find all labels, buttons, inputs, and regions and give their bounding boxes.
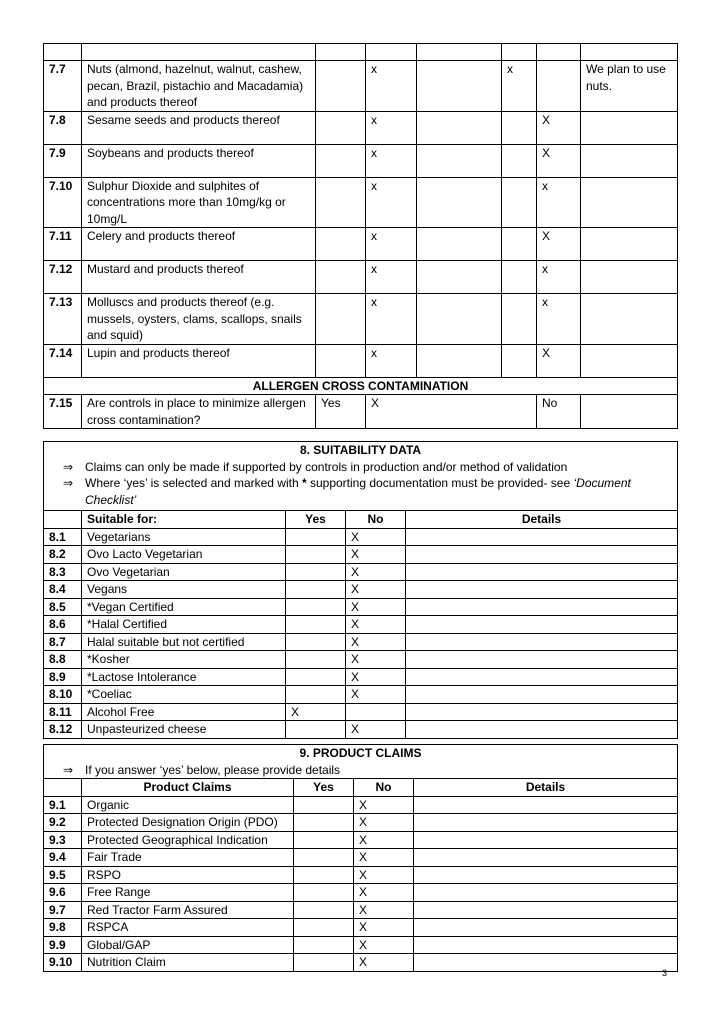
row-number: 7.10	[44, 177, 82, 228]
row-number: 8.2	[44, 546, 82, 564]
yes-cell	[286, 686, 346, 704]
table-row	[44, 44, 678, 61]
table-row	[44, 901, 678, 919]
cell-value: x	[537, 294, 581, 345]
row-label: Organic	[82, 796, 294, 814]
allergen-name: Sulphur Dioxide and sulphites of concentrations more than 10mg/kg or 10mg/L	[82, 177, 316, 228]
column-header-row	[44, 779, 678, 797]
table-row	[44, 294, 678, 345]
row-number: 8.5	[44, 598, 82, 616]
cell-value: X	[537, 111, 581, 144]
cell-value	[316, 261, 366, 294]
cell-comment	[581, 111, 678, 144]
cell-value	[417, 177, 502, 228]
no-cell: X	[354, 936, 414, 954]
no-cell: X	[346, 598, 406, 616]
cell-value: X	[537, 228, 581, 261]
row-label: Red Tractor Farm Assured	[82, 901, 294, 919]
details-cell	[414, 919, 678, 937]
table-row	[44, 228, 678, 261]
row-label: Free Range	[82, 884, 294, 902]
star-mark: *	[301, 476, 307, 490]
product-claims-table	[43, 744, 678, 972]
row-number: 7.15	[44, 395, 82, 429]
column-header: No	[354, 779, 414, 797]
no-cell: X	[354, 866, 414, 884]
table-row	[44, 598, 678, 616]
no-cell: X	[346, 616, 406, 634]
row-number: 8.6	[44, 616, 82, 634]
details-cell	[414, 866, 678, 884]
row-number: 7.7	[44, 61, 82, 112]
row-label: Fair Trade	[82, 849, 294, 867]
table-row	[44, 651, 678, 669]
details-cell	[406, 703, 678, 721]
cell-value: x	[366, 144, 417, 177]
no-cell: X	[346, 633, 406, 651]
no-cell: X	[346, 651, 406, 669]
allergen-name: Mustard and products thereof	[82, 261, 316, 294]
yes-cell	[294, 919, 354, 937]
cell-value: x	[366, 111, 417, 144]
table-row	[44, 546, 678, 564]
arrow-icon: ⇒	[63, 459, 74, 474]
yes-cell	[294, 866, 354, 884]
row-label: Global/GAP	[82, 936, 294, 954]
row-number: 8.3	[44, 563, 82, 581]
allergen-name: Nuts (almond, hazelnut, walnut, cashew, pecan, Brazil, pistachio and Macadamia) and products thereof	[82, 61, 316, 112]
cell-value	[417, 111, 502, 144]
note-line	[49, 459, 672, 476]
row-number: 7.12	[44, 261, 82, 294]
cell-value	[502, 344, 537, 377]
row-number: 8.4	[44, 581, 82, 599]
cell-value	[537, 61, 581, 112]
details-cell	[406, 686, 678, 704]
no-cell: X	[346, 668, 406, 686]
cell-value	[316, 61, 366, 112]
cell-comment	[581, 344, 678, 377]
row-label: Protected Designation Origin (PDO)	[82, 814, 294, 832]
column-header: No	[346, 511, 406, 529]
table-row	[44, 177, 678, 228]
row-number: 8.9	[44, 668, 82, 686]
cell-value	[502, 111, 537, 144]
table-row	[44, 936, 678, 954]
yes-cell	[294, 849, 354, 867]
arrow-icon: ⇒	[63, 762, 74, 777]
cell-value	[502, 144, 537, 177]
yes-cell: X	[286, 703, 346, 721]
yes-cell	[286, 563, 346, 581]
cell-comment: We plan to use nuts.	[581, 61, 678, 112]
row-number: 7.14	[44, 344, 82, 377]
row-label: *Kosher	[82, 651, 286, 669]
note-line	[49, 762, 672, 779]
no-cell: X	[346, 686, 406, 704]
row-number: 9.2	[44, 814, 82, 832]
allergen-table	[43, 43, 678, 429]
cross-contamination-title: ALLERGEN CROSS CONTAMINATION	[44, 377, 678, 395]
cell-value: X	[537, 344, 581, 377]
section-header	[44, 745, 678, 779]
document-checklist-ref: ‘Document Checklist’	[85, 476, 631, 507]
details-cell	[414, 849, 678, 867]
row-label: *Lactose Intolerance	[82, 668, 286, 686]
x-mark: X	[366, 395, 537, 429]
details-cell	[406, 546, 678, 564]
cell-value	[502, 294, 537, 345]
table-row	[44, 563, 678, 581]
table-row	[44, 616, 678, 634]
row-number: 9.9	[44, 936, 82, 954]
allergen-name: Celery and products thereof	[82, 228, 316, 261]
cell-value	[316, 294, 366, 345]
row-number: 8.8	[44, 651, 82, 669]
cell-comment	[581, 261, 678, 294]
cell-value	[502, 261, 537, 294]
row-label: RSPCA	[82, 919, 294, 937]
row-number: 8.12	[44, 721, 82, 739]
table-row	[44, 261, 678, 294]
table-row	[44, 668, 678, 686]
row-number: 8.1	[44, 528, 82, 546]
details-cell	[406, 616, 678, 634]
details-cell	[414, 884, 678, 902]
yes-cell	[286, 633, 346, 651]
yes-cell	[286, 668, 346, 686]
column-header: Yes	[294, 779, 354, 797]
row-label: Vegetarians	[82, 528, 286, 546]
cell-value: x	[502, 61, 537, 112]
row-number: 9.10	[44, 954, 82, 972]
details-cell	[406, 528, 678, 546]
table-row	[44, 581, 678, 599]
table-row	[44, 686, 678, 704]
no-cell: X	[346, 563, 406, 581]
row-label: Protected Geographical Indication	[82, 831, 294, 849]
table-row	[44, 633, 678, 651]
column-header: Yes	[286, 511, 346, 529]
note-text: supporting documentation must be provided- see	[306, 476, 574, 490]
yes-cell	[286, 581, 346, 599]
cell-value	[316, 144, 366, 177]
details-cell	[414, 796, 678, 814]
row-label: Vegans	[82, 581, 286, 599]
row-number: 7.13	[44, 294, 82, 345]
table-row	[44, 344, 678, 377]
cell-value: X	[537, 144, 581, 177]
no-cell: X	[354, 831, 414, 849]
column-header: Details	[406, 511, 678, 529]
note-text: Where ‘yes’ is selected and marked with	[85, 476, 302, 490]
cross-contamination-header	[44, 377, 678, 395]
table-row	[44, 831, 678, 849]
section-title: 9. PRODUCT CLAIMS	[299, 746, 422, 760]
row-question: Are controls in place to minimize allergen cross contamination?	[82, 395, 316, 429]
cell-comment	[581, 177, 678, 228]
table-row	[44, 703, 678, 721]
row-label: Nutrition Claim	[82, 954, 294, 972]
cell-comment	[581, 228, 678, 261]
table-row	[44, 796, 678, 814]
details-cell	[406, 598, 678, 616]
row-label: *Vegan Certified	[82, 598, 286, 616]
row-label: *Halal Certified	[82, 616, 286, 634]
row-number: 9.6	[44, 884, 82, 902]
row-label: Alcohol Free	[82, 703, 286, 721]
yes-cell	[294, 884, 354, 902]
row-number: 7.11	[44, 228, 82, 261]
cell-comment	[581, 294, 678, 345]
details-cell	[406, 633, 678, 651]
yes-cell	[286, 616, 346, 634]
no-cell: X	[354, 919, 414, 937]
details-cell	[406, 581, 678, 599]
yes-cell	[294, 814, 354, 832]
row-label: Unpasteurized cheese	[82, 721, 286, 739]
table-row	[44, 814, 678, 832]
arrow-icon: ⇒	[63, 476, 74, 490]
allergen-name: Molluscs and products thereof (e.g. mussels, oysters, clams, scallops, snails and squid)	[82, 294, 316, 345]
column-header: Suitable for:	[82, 511, 286, 529]
cell-value: x	[366, 261, 417, 294]
row-label: Halal suitable but not certified	[82, 633, 286, 651]
details-cell	[414, 814, 678, 832]
row-number: 9.5	[44, 866, 82, 884]
row-number: 9.4	[44, 849, 82, 867]
cell-value	[316, 228, 366, 261]
no-answer: No	[537, 395, 581, 429]
cell-value: x	[366, 61, 417, 112]
column-header-row	[44, 511, 678, 529]
details-cell	[414, 954, 678, 972]
details-cell	[406, 668, 678, 686]
note-text: If you answer ‘yes’ below, please provide details	[85, 762, 341, 777]
row-number: 8.11	[44, 703, 82, 721]
yes-cell	[294, 831, 354, 849]
cell-value: x	[366, 344, 417, 377]
row-number: 9.1	[44, 796, 82, 814]
no-cell: X	[354, 884, 414, 902]
table-row	[44, 954, 678, 972]
no-cell: X	[354, 796, 414, 814]
details-cell	[406, 563, 678, 581]
table-row	[44, 395, 678, 429]
cell-value	[502, 177, 537, 228]
cell-value	[417, 228, 502, 261]
table-row	[44, 528, 678, 546]
yes-cell	[294, 901, 354, 919]
cell-value	[316, 344, 366, 377]
row-label: Ovo Vegetarian	[82, 563, 286, 581]
section-header	[44, 442, 678, 511]
no-cell: X	[354, 954, 414, 972]
table-row	[44, 61, 678, 112]
yes-cell	[294, 796, 354, 814]
cell-value	[417, 144, 502, 177]
row-label: *Coeliac	[82, 686, 286, 704]
cell-value	[316, 177, 366, 228]
column-header: Details	[414, 779, 678, 797]
note-text: Claims can only be made if supported by controls in production and/or method of validation	[85, 459, 568, 474]
cell-value: x	[366, 228, 417, 261]
table-row	[44, 884, 678, 902]
note-line	[49, 475, 672, 508]
table-row	[44, 866, 678, 884]
yes-cell	[294, 954, 354, 972]
section-title: 8. SUITABILITY DATA	[299, 443, 422, 457]
cell-comment	[581, 144, 678, 177]
cell-value	[417, 261, 502, 294]
cell-value	[417, 61, 502, 112]
cell-value: x	[366, 177, 417, 228]
suitability-table	[43, 441, 678, 739]
no-cell: X	[346, 721, 406, 739]
no-cell: X	[354, 849, 414, 867]
row-number: 7.9	[44, 144, 82, 177]
table-row	[44, 721, 678, 739]
yes-cell	[286, 598, 346, 616]
column-header: Product Claims	[82, 779, 294, 797]
yes-cell	[286, 721, 346, 739]
no-cell	[346, 703, 406, 721]
row-number: 9.8	[44, 919, 82, 937]
cell-value: x	[537, 261, 581, 294]
row-number: 8.10	[44, 686, 82, 704]
details-cell	[414, 936, 678, 954]
row-number: 8.7	[44, 633, 82, 651]
yes-answer: Yes	[316, 395, 366, 429]
table-row	[44, 111, 678, 144]
row-label: RSPO	[82, 866, 294, 884]
no-cell: X	[354, 901, 414, 919]
cell-value: x	[537, 177, 581, 228]
cell-value: x	[366, 294, 417, 345]
table-row	[44, 144, 678, 177]
cell-value	[417, 294, 502, 345]
allergen-name: Lupin and products thereof	[82, 344, 316, 377]
page-number: 3	[661, 968, 667, 978]
no-cell: X	[346, 581, 406, 599]
cell-value	[316, 111, 366, 144]
yes-cell	[294, 936, 354, 954]
yes-cell	[286, 528, 346, 546]
yes-cell	[286, 651, 346, 669]
row-number: 7.8	[44, 111, 82, 144]
row-number: 9.3	[44, 831, 82, 849]
details-cell	[406, 721, 678, 739]
no-cell: X	[346, 528, 406, 546]
row-label: Ovo Lacto Vegetarian	[82, 546, 286, 564]
cell-value	[502, 228, 537, 261]
cell-value	[417, 344, 502, 377]
table-row	[44, 919, 678, 937]
details-cell	[414, 901, 678, 919]
row-number: 9.7	[44, 901, 82, 919]
no-cell: X	[346, 546, 406, 564]
allergen-name: Soybeans and products thereof	[82, 144, 316, 177]
yes-cell	[286, 546, 346, 564]
details-cell	[414, 831, 678, 849]
table-row	[44, 849, 678, 867]
allergen-name: Sesame seeds and products thereof	[82, 111, 316, 144]
no-cell: X	[354, 814, 414, 832]
details-cell	[406, 651, 678, 669]
